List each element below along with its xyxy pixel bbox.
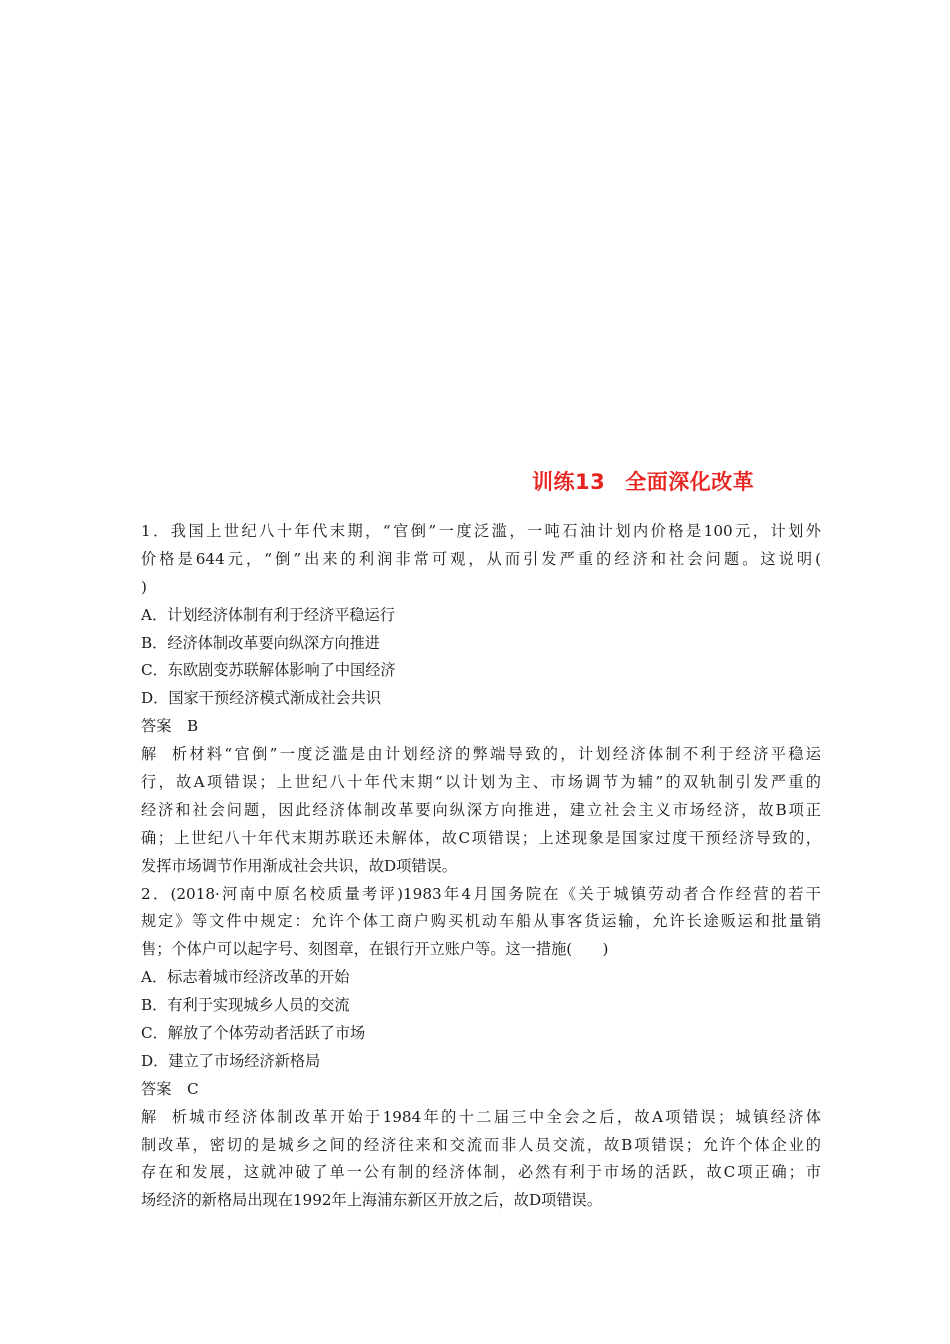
question-stem-line: ) <box>141 577 147 596</box>
analysis-line: 行，故A项错误；上世纪八十年代末期“以计划为主、市场调节为辅”的双轨制引发严重的 <box>141 773 821 792</box>
title-main: 训练13 <box>532 470 606 494</box>
analysis-line: 制改革，密切的是城乡之间的经济往来和交流而非人员交流，故B项错误；允许个体企业的 <box>141 1135 821 1154</box>
option-d: D．建立了市场经济新格局 <box>141 1051 321 1070</box>
question-2 <box>141 881 821 1216</box>
analysis-line: 场经济的新格局出现在1992年上海浦东新区开放之后，故D项错误。 <box>141 1191 602 1210</box>
question-stem-line: 2．(2018·河南中原名校质量考评)1983年4月国务院在《关于城镇劳动者合作经营的若干 <box>141 884 821 903</box>
analysis-text: 材料“官倒”一度泛滥是由计划经济的弊端导致的，计划经济体制不利于经济平稳运 <box>187 745 821 764</box>
answer-label: 答案 <box>141 1079 172 1098</box>
answer-line <box>141 713 821 741</box>
option-c: C．东欧剧变苏联解体影响了中国经济 <box>141 661 396 680</box>
question-stem-line: 售；个体户可以起字号、刻图章，在银行开立账户等。这一措施( ) <box>141 940 609 959</box>
question-stem-line: 价格是644元，“倒”出来的利润非常可观，从而引发严重的经济和社会问题。这说明( <box>141 549 821 568</box>
analysis-line: 确；上世纪八十年代末期苏联还未解体，故C项错误；上述现象是国家过度干预经济导致的， <box>141 828 821 847</box>
question-stem-line: 1．我国上世纪八十年代末期，“官倒”一度泛滥，一吨石油计划内价格是100元，计划外 <box>141 522 821 540</box>
analysis-line: 经济和社会问题，因此经济体制改革要向纵深方向推进，建立社会主义市场经济，故B项正 <box>141 800 821 819</box>
answer-label: 答案 <box>141 717 172 736</box>
answer-value: B <box>187 717 199 736</box>
analysis-line: 存在和发展，这就冲破了单一公有制的经济体制，必然有利于市场的活跃，故C项正确；市 <box>141 1163 821 1182</box>
analysis-line <box>141 741 821 769</box>
analysis-label: 解析 <box>141 745 187 764</box>
exercise-content <box>141 518 821 1215</box>
answer-value: C <box>187 1079 199 1098</box>
analysis-line <box>141 1104 821 1132</box>
question-1 <box>141 518 821 881</box>
analysis-text: 城市经济体制改革开始于1984年的十二届三中全会之后，故A项错误；城镇经济体 <box>187 1107 821 1126</box>
title-sub: 全面深化改革 <box>625 470 755 494</box>
option-d: D．国家干预经济模式渐成社会共识 <box>141 689 381 708</box>
option-b: B．有利于实现城乡人员的交流 <box>141 996 350 1015</box>
answer-line <box>141 1076 821 1104</box>
analysis-label: 解析 <box>141 1107 187 1126</box>
page-title <box>532 466 754 496</box>
option-b: B．经济体制改革要向纵深方向推进 <box>141 633 380 652</box>
option-a: A．标志着城市经济改革的开始 <box>141 968 350 987</box>
question-stem-line: 规定》等文件中规定：允许个体工商户购买机动车船从事客货运输，允许长途贩运和批量销 <box>141 912 821 931</box>
option-c: C．解放了个体劳动者活跃了市场 <box>141 1024 366 1043</box>
analysis-line: 发挥市场调节作用渐成社会共识，故D项错误。 <box>141 856 457 875</box>
option-a: A．计划经济体制有利于经济平稳运行 <box>141 605 395 624</box>
